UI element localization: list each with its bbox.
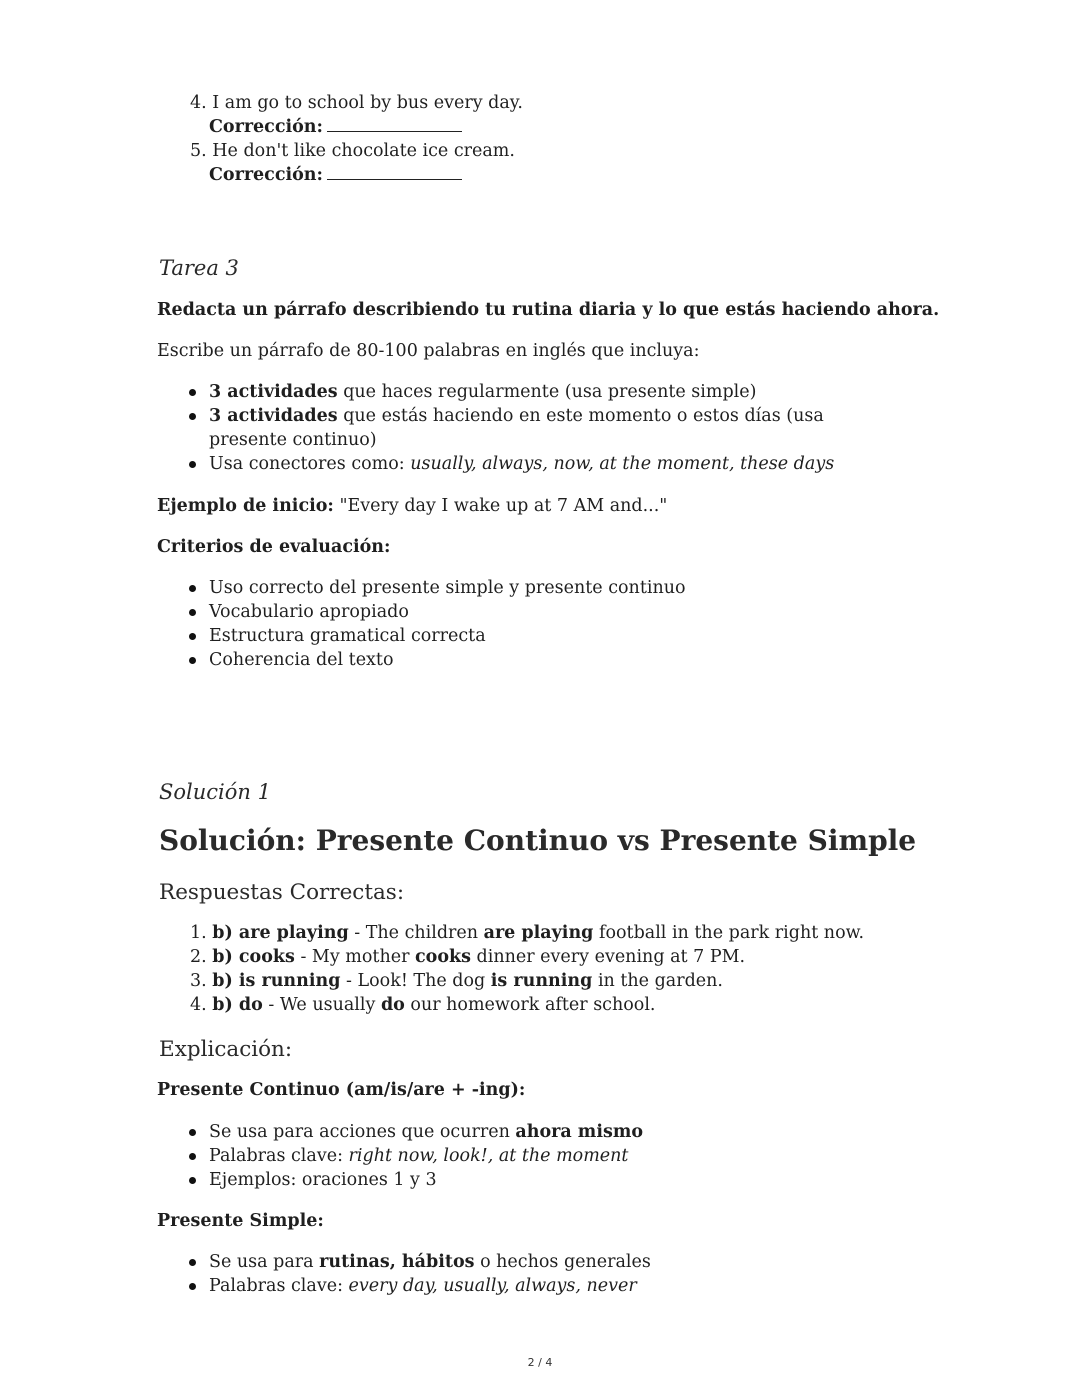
- item-text: Se usa para: [209, 1252, 320, 1272]
- item-text: our homework after school.: [404, 995, 656, 1015]
- example-line: [157, 494, 667, 518]
- item-number: 5.: [190, 141, 207, 161]
- criteria-heading: Criterios de evaluación:: [157, 537, 391, 557]
- italic-text: right now, look!, at the moment: [348, 1146, 629, 1166]
- bold-text: 3 actividades: [209, 406, 338, 426]
- italic-text: usually, always, now, at the moment, these days: [410, 454, 835, 474]
- answers-heading: Respuestas Correctas:: [159, 880, 405, 905]
- continuo-list: [187, 1120, 887, 1192]
- answer-blank: [327, 117, 462, 132]
- item-text: Usa conectores como:: [209, 454, 411, 474]
- item-text: dinner every evening at 7 PM.: [470, 947, 746, 967]
- list-item: [190, 139, 523, 163]
- list-item: [187, 404, 877, 452]
- correction-line: [190, 163, 523, 187]
- list-item: Vocabulario apropiado: [187, 600, 887, 624]
- task-requirements-list: [187, 380, 877, 476]
- explanation-heading: Explicación:: [159, 1037, 293, 1062]
- item-text: - We usually: [262, 995, 381, 1015]
- list-item: [187, 380, 877, 404]
- list-item: Ejemplos: oraciones 1 y 3: [187, 1168, 887, 1192]
- answers-list: [190, 921, 864, 1017]
- page-number: 2 / 4: [527, 1356, 553, 1369]
- answer-verb: cooks: [415, 947, 471, 967]
- task-instruction: Redacta un párrafo describiendo tu rutina diaria y lo que estás haciendo ahora.: [157, 300, 940, 320]
- item-text: - The children: [348, 923, 484, 943]
- answer-blank: [327, 165, 462, 180]
- item-text: football in the park right now.: [593, 923, 865, 943]
- list-item: [187, 1120, 887, 1144]
- list-item: Estructura gramatical correcta: [187, 624, 887, 648]
- item-number: 2.: [190, 947, 207, 967]
- list-item: Uso correcto del presente simple y presente continuo: [187, 576, 887, 600]
- solution-title: Solución: Presente Continuo vs Presente Simple: [159, 824, 917, 857]
- bold-text: 3 actividades: [209, 382, 338, 402]
- list-item: [190, 993, 864, 1017]
- correction-line: [190, 115, 523, 139]
- list-item: [190, 969, 864, 993]
- item-text: o hechos generales: [474, 1252, 651, 1272]
- task-intro: Escribe un párrafo de 80-100 palabras en inglés que incluya:: [157, 341, 700, 361]
- item-number: 1.: [190, 923, 207, 943]
- item-number: 4.: [190, 93, 207, 113]
- answer-key: b) is running: [212, 971, 341, 991]
- list-item: [190, 945, 864, 969]
- answer-verb: are playing: [483, 923, 594, 943]
- item-text: - Look! The dog: [340, 971, 491, 991]
- item-sentence: I am go to school by bus every day.: [212, 93, 523, 113]
- answer-verb: is running: [490, 971, 593, 991]
- item-text: Palabras clave:: [209, 1276, 349, 1296]
- bold-text: ahora mismo: [515, 1122, 644, 1142]
- bold-text: rutinas, hábitos: [319, 1252, 475, 1272]
- list-item: [187, 1274, 887, 1298]
- item-sentence: He don't like chocolate ice cream.: [212, 141, 515, 161]
- item-text: que haces regularmente (usa presente simple): [337, 382, 757, 402]
- item-number: 4.: [190, 995, 207, 1015]
- item-text: - My mother: [294, 947, 415, 967]
- list-item: [190, 921, 864, 945]
- list-item: [187, 452, 877, 476]
- list-item: Coherencia del texto: [187, 648, 887, 672]
- list-item: [187, 1144, 887, 1168]
- example-label: Ejemplo de inicio:: [157, 496, 334, 516]
- answer-key: b) do: [212, 995, 263, 1015]
- item-number: 3.: [190, 971, 207, 991]
- continuo-heading: Presente Continuo (am/is/are + -ing):: [157, 1080, 526, 1100]
- item-text: que estás haciendo en este momento o estos días (usa presente continuo): [209, 406, 824, 450]
- list-item: [187, 1250, 887, 1274]
- criteria-list: [187, 576, 887, 672]
- solution-label: Solución 1: [159, 780, 271, 804]
- example-text: "Every day I wake up at 7 AM and...": [333, 496, 668, 516]
- simple-heading: Presente Simple:: [157, 1211, 324, 1231]
- exercise-list: [190, 91, 523, 187]
- correction-label: Corrección:: [209, 165, 323, 185]
- simple-list: [187, 1250, 887, 1298]
- list-item: [190, 91, 523, 115]
- item-text: Se usa para acciones que ocurren: [209, 1122, 516, 1142]
- answer-key: b) cooks: [212, 947, 295, 967]
- item-text: Palabras clave:: [209, 1146, 349, 1166]
- correction-label: Corrección:: [209, 117, 323, 137]
- italic-text: every day, usually, always, never: [348, 1276, 637, 1296]
- answer-verb: do: [380, 995, 405, 1015]
- item-text: in the garden.: [592, 971, 723, 991]
- task-label: Tarea 3: [159, 256, 239, 280]
- answer-key: b) are playing: [212, 923, 349, 943]
